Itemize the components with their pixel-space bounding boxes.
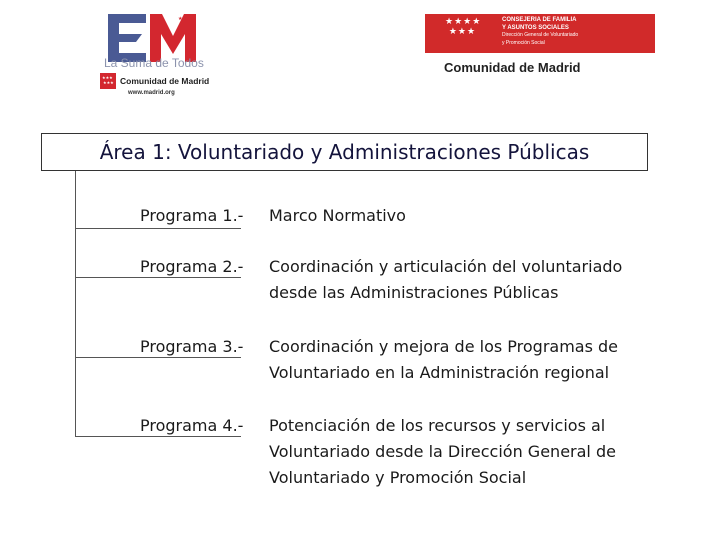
svg-text:★: ★ [184,16,189,22]
program-description [269,254,622,306]
banner-text [502,17,578,47]
org-name-small: Comunidad de Madrid [120,76,210,86]
svg-text:★: ★ [178,16,183,22]
svg-text:★: ★ [190,16,195,22]
madrid-stars-icon: ★★★★ ★★★ [445,17,482,37]
org-name-large: Comunidad de Madrid [444,60,581,75]
website-text: www.madrid.org [128,90,175,96]
program-description [269,413,616,491]
program-label: Programa 2.- [140,257,244,276]
em-logo [108,14,198,62]
program-label: Programa 4.- [140,416,244,435]
banner-line: CONSEJERIA DE FAMILIA [502,17,577,23]
program-description [269,334,618,386]
program-label: Programa 1.- [140,206,244,225]
madrid-flag-icon: ★★★ ★★★ [100,73,116,89]
tree-connector-vertical [75,171,76,436]
program-description-line: Potenciación de los recursos y servicios al [269,416,606,435]
logo-tagline: La Suma de Todos [104,56,204,70]
program-label: Programa 3.- [140,337,244,356]
banner-line: Y ASUNTOS SOCIALES [502,24,569,31]
area-title-box [41,133,648,171]
program-description-line: Coordinación y articulación del voluntariado [269,257,623,276]
program-description-line: desde las Administraciones Públicas [269,283,559,302]
program-description-line: Coordinación y mejora de los Programas de [269,337,619,356]
program-description-line: Voluntariado desde la Dirección General de [269,442,616,461]
program-description-line: Marco Normativo [269,206,406,225]
banner-line: Dirección General de Voluntariado [502,32,579,38]
program-description-line: Voluntariado y Promoción Social [269,468,527,487]
banner-line: y Promoción Social [502,39,545,46]
program-description [269,203,406,229]
consejeria-banner [425,14,655,53]
area-title: Área 1: Voluntariado y Administraciones Públicas [99,140,590,164]
program-description-line: Voluntariado en la Administración regional [269,363,610,382]
